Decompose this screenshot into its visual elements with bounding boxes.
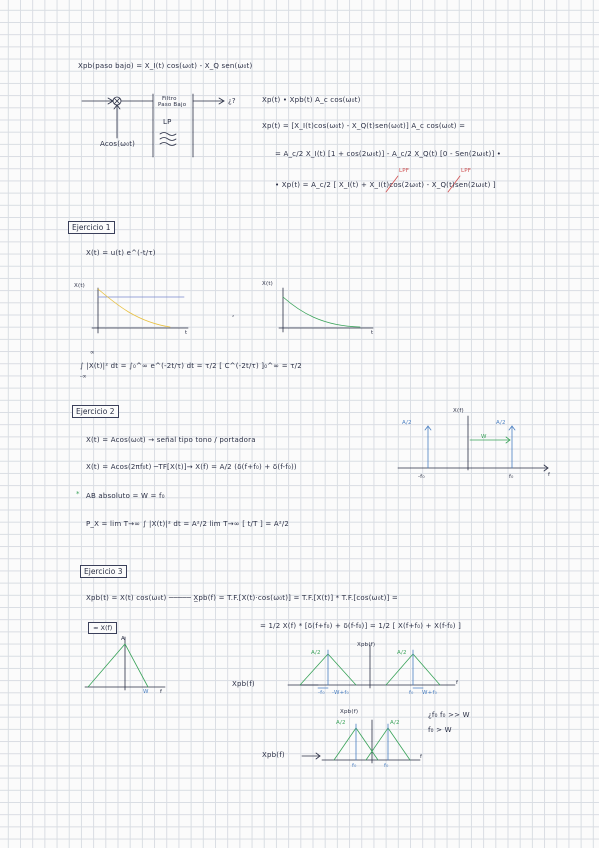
ex2-spec-ylabel: X(f) [453,408,464,414]
ex3-eq1: Xpb(t) = X(t) cos(ω₀t) ───── X̲pb(f) = T.F.[X(t)·cos(ω₀t)] = T.F.[X(t)] * T.F.[cos(ω₀t)] = [86,594,398,602]
ex3-spec-label: Xpb(f) [232,680,255,688]
ex2-signal: X(t) = Acos(ω₀t) → señal tipo tono / portadora [86,436,256,444]
ex2-star: * [76,490,80,498]
ex3-cond-1: ¿f₀ f₀ >> W [428,711,470,719]
ex1-int-top: ∞ [90,350,95,356]
filter-wave-2 [160,138,176,141]
ex3-amp-right: A/2 [397,650,407,656]
ex3-tri-f: f [160,689,163,695]
filter-wave-3 [160,143,176,146]
ex3-cond-2: f₀ > W [428,726,452,734]
ex3-tri-a: A [121,636,125,642]
ex2-neg-f0: -f₀ [418,474,425,480]
ex3-spec2-f0-neg: f₀ [352,763,357,769]
intro-eq1: Xp(t) • Xpb(t) A_c cos(ω₀t) [262,96,361,104]
lpf-note-1: LPF [399,168,410,174]
filter-title-2: Paso Bajo [158,102,187,108]
ex3-spectrum2 [302,720,423,763]
ex2-power: P_X = lim T→∞ ∫ |X(t)|² dt = A²/2 lim T→∞ [ t/T ] = A²/2 [86,520,290,528]
intro-eq2: Xp(t) = [X_I(t)cos(ω₀t) - X_Q(t)sen(ω₀t)] A_c cos(ω₀t) = [262,122,466,130]
ex1-graph1 [92,288,188,333]
ex3-right-f0: f₀ [409,690,414,696]
ex3-spec-ylabel: Xpb(f) [357,642,376,648]
filter-wave-1 [160,133,176,136]
ex3-spec2-f0-pos: f₀ [384,763,389,769]
ex1-int-bottom: -∞ [80,374,87,380]
filter-title-1: Filtro [162,96,177,102]
intro-eq4: • Xp(t) = A_c/2 [ X_I(t) + X_I(t)cos(2ω₀t) - X_Q(t)sen(2ω₀t) ] [275,181,496,189]
intro-eq3: = A_c/2 X_I(t) [1 + cos(2ω₀t)] - A_c/2 X_Q(t) [0 - Sen(2ω₀t)] • [275,150,502,158]
intro-definition: Xpb(paso bajo) = X_I(t) cos(ω₀t) - X_Q sen(ω₀t) [78,62,253,70]
ex1-g1-ylabel: X(t) [74,283,86,289]
ex3-spec2-label: Xpb(f) [262,751,285,759]
ex3-spec2-ylabel: Xpb(f) [340,709,359,715]
ex2-title: Ejercicio 2 [72,405,119,418]
ex3-left-w: -W+f₀ [332,690,349,696]
ex3-amp-left: A/2 [311,650,321,656]
block-output-label: ¿? [228,97,236,105]
ex3-spec2-f: f [420,754,423,760]
ex1-g1-exp-curve [98,289,170,327]
ex1-g2-xlabel: t [371,330,374,336]
ex1-title: Ejercicio 1 [68,221,115,234]
ex3-right-w: W+f₀ [422,690,437,696]
carrier-label: Acos(ω₀t) [100,140,136,148]
ex2-amp-right: A/2 [496,420,506,426]
ex2-f-label: f [548,472,551,478]
ex3-tri-shape [88,644,148,687]
ex3-spec2-amp-right: A/2 [390,720,400,726]
ex1-g2-ylabel: X(t) [262,281,274,287]
ex2-bandwidth: AB absoluto = W = f₀ [86,492,165,500]
ex3-triangle [85,637,165,690]
ex3-eq2: = 1/2 X(f) * [δ(f+f₀) + δ(f-f₀)] = 1/2 [ X(f+f₀) + X(f-f₀) ] [260,622,462,630]
ex1-energy: ∫ |X(t)|² dt = ∫₀^∞ e^(-2t/τ) dt = τ/2 [ C^(-2t/τ) ]₀^∞ = τ/2 [80,362,302,370]
ex2-fourier: X(t) = Acos(2πf₀t) ─TF[X(t)]→ X(f) = A/2 (δ(f+f₀) + δ(f-f₀)) [86,463,297,471]
ex1-graph2 [279,288,373,332]
ex1-separator: , [232,310,235,318]
ex2-w-label: W [481,434,487,440]
ex1-g1-xlabel: t [185,330,188,336]
ex3-box: ≈ X(f) [88,622,117,634]
lpf-note-2: LPF [461,168,472,174]
ex3-f-label: f [456,680,459,686]
filter-tag: LP [163,118,172,126]
ex1-g2-exp-curve [283,297,360,327]
ex3-title: Ejercicio 3 [80,565,127,578]
ex3-tri-w: W [143,689,149,695]
ex1-signal: X(t) = u(t) e^(-t/τ) [86,249,156,257]
ex3-spec2-amp-left: A/2 [336,720,346,726]
ex2-spectrum [398,416,548,471]
ex2-amp-left: A/2 [402,420,412,426]
ex3-left-f0: -f₀ [318,690,325,696]
ex2-pos-f0: f₀ [509,474,514,480]
